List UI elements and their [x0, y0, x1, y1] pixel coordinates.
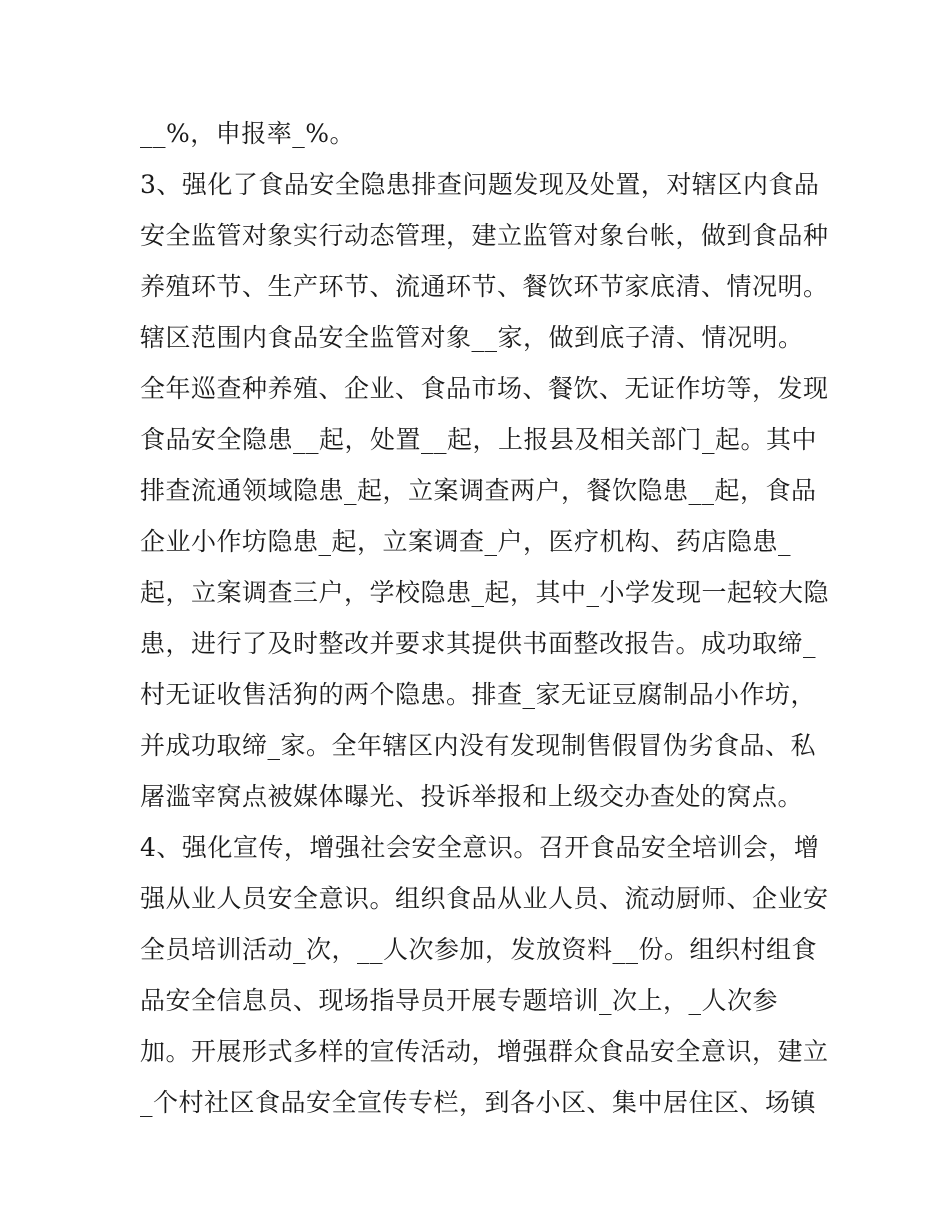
text-line: 4、强化宣传，增强社会安全意识。召开食品安全培训会，增 — [140, 833, 820, 862]
text-line: 患，进行了及时整改并要求其提供书面整改报告。成功取缔_ — [140, 629, 817, 658]
text-line: 加。开展形式多样的宣传活动，增强群众食品安全意识，建立 — [140, 1037, 829, 1066]
text-line: _个村社区食品安全宣传专栏，到各小区、集中居住区、场镇 — [140, 1088, 817, 1117]
text-line: 安全监管对象实行动态管理，建立监管对象台帐，做到食品种 — [140, 221, 829, 250]
text-line: 品安全信息员、现场指导员开展专题培训_次上，_人次参 — [140, 986, 779, 1015]
text-line: 3、强化了食品安全隐患排查问题发现及处置，对辖区内食品 — [140, 170, 820, 199]
text-line: 并成功取缔_家。全年辖区内没有发现制售假冒伪劣食品、私 — [140, 731, 817, 760]
text-line: 村无证收售活狗的两个隐患。排查_家无证豆腐制品小作坊， — [140, 680, 817, 709]
text-line: 全年巡查种养殖、企业、食品市场、餐饮、无证作坊等，发现 — [140, 374, 829, 403]
document-body — [140, 108, 830, 1128]
text-line: 起，立案调查三户，学校隐患_起，其中_小学发现一起较大隐 — [140, 578, 830, 607]
text-line: 强从业人员安全意识。组织食品从业人员、流动厨师、企业安 — [140, 884, 829, 913]
text-line: 养殖环节、生产环节、流通环节、餐饮环节家底清、情况明。 — [140, 272, 829, 301]
text-line: __%，申报率_%。 — [140, 119, 356, 148]
text-line: 企业小作坊隐患_起，立案调查_户，医疗机构、药店隐患_ — [140, 527, 792, 556]
text-line: 屠滥宰窝点被媒体曝光、投诉举报和上级交办查处的窝点。 — [140, 782, 804, 811]
text-line: 全员培训活动_次，__人次参加，发放资料__份。组织村组食 — [140, 935, 818, 964]
text-line: 食品安全隐患__起，处置__起，上报县及相关部门_起。其中 — [140, 425, 818, 454]
text-line: 排查流通领域隐患_起，立案调查两户，餐饮隐患__起，食品 — [140, 476, 817, 505]
text-line: 辖区范围内食品安全监管对象__家，做到底子清、情况明。 — [140, 323, 804, 352]
